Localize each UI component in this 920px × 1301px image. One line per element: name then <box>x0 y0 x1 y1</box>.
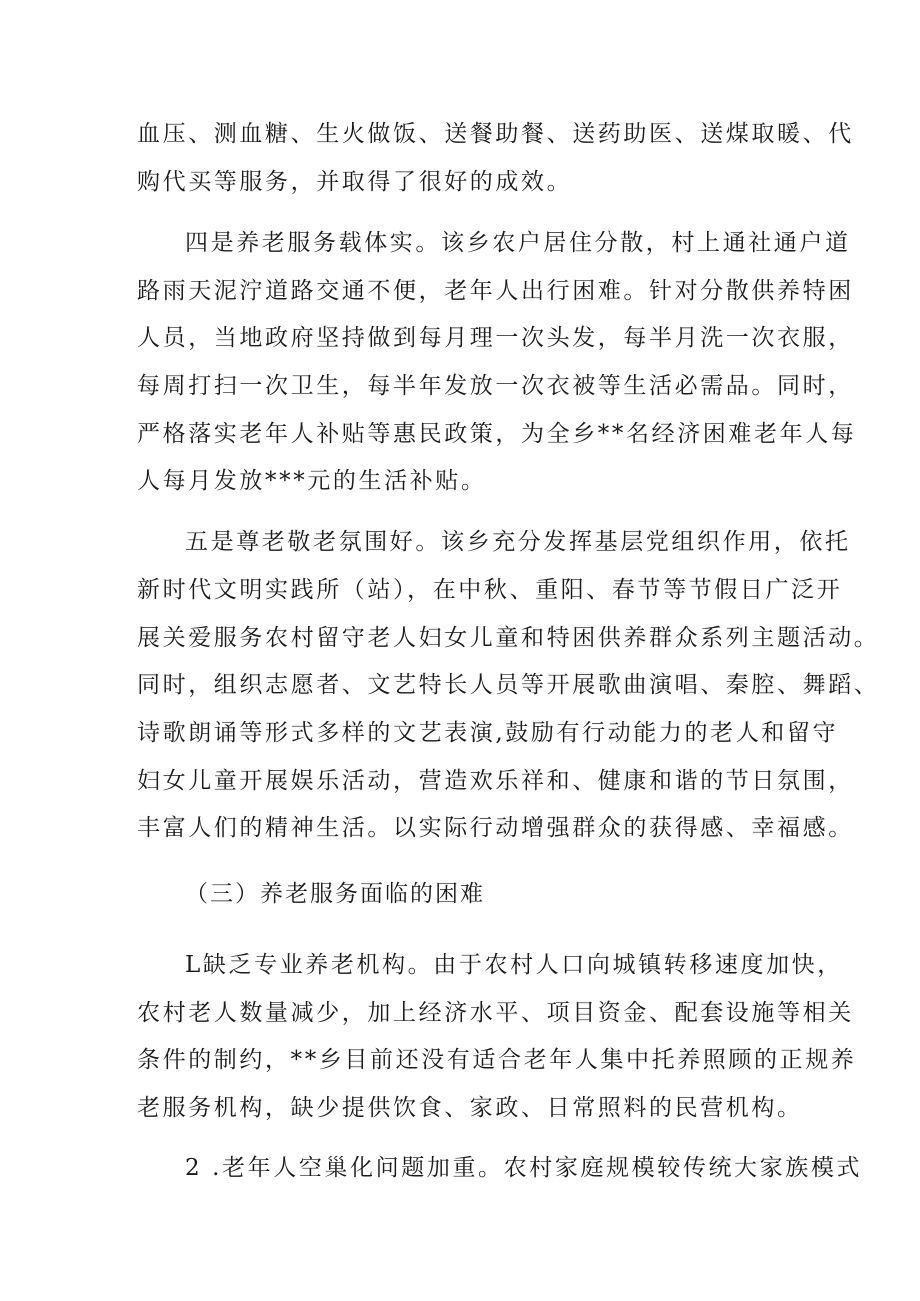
text-line: 展关爱服务农村留守老人妇女儿童和特困供养群众系列主题活动。 <box>137 625 880 651</box>
text-line: 血压、测血糖、生火做饭、送餐助餐、送药助医、送煤取暖、代 <box>137 121 854 147</box>
text-line: 同时，组织志愿者、文艺特长人员等开展歌曲演唱、秦腔、舞蹈、 <box>137 672 880 698</box>
text-line: 老服务机构，缺少提供饮食、家政、日常照料的民营机构。 <box>137 1095 803 1121</box>
text-line: 每周打扫一次卫生，每半年发放一次衣被等生活必需品。同时， <box>137 373 854 399</box>
text-line: 新时代文明实践所（站），在中秋、重阳、春节等节假日广泛开 <box>137 577 843 603</box>
text-line: 人员，当地政府坚持做到每月理一次头发，每半月洗一次衣服， <box>137 325 854 351</box>
text-line: 购代买等服务，并取得了很好的成效。 <box>137 169 573 195</box>
text-line: 丰富人们的精神生活。以实际行动增强群众的获得感、幸福感。 <box>137 815 854 841</box>
text-line: 农村老人数量减少，加上经济水平、项目资金、配套设施等相关 <box>137 1000 854 1026</box>
paragraph-start-line: 四是养老服务载体实。该乡农户居住分散，村上通社通户道 <box>185 230 851 256</box>
paragraph-start-line: 五是尊老敬老氛围好。该乡充分发挥基层党组织作用，依托 <box>185 529 851 555</box>
text-line: 人每月发放***元的生活补贴。 <box>137 468 487 494</box>
text-line: 妇女儿童开展娱乐活动，营造欢乐祥和、健康和谐的节日氛围， <box>137 768 854 794</box>
text-line: 路雨天泥泞道路交通不便，老年人出行困难。针对分散供养特困 <box>137 278 854 304</box>
text-line: 诗歌朗诵等形式多样的文艺表演,鼓励有行动能力的老人和留守 <box>137 720 839 746</box>
text-line: 严格落实老年人补贴等惠民政策，为全乡**名经济困难老年人每 <box>137 421 857 447</box>
text-line: 条件的制约，**乡目前还没有适合老年人集中托养照顾的正规养 <box>137 1047 857 1073</box>
section-heading: （三）养老服务面临的困难 <box>185 881 485 907</box>
paragraph-start-line: 2 .老年人空巢化问题加重。农村家庭规模较传统大家族模式 <box>185 1155 863 1181</box>
paragraph-start-line: L缺乏专业养老机构。由于农村人口向城镇转移速度加快， <box>185 952 843 978</box>
